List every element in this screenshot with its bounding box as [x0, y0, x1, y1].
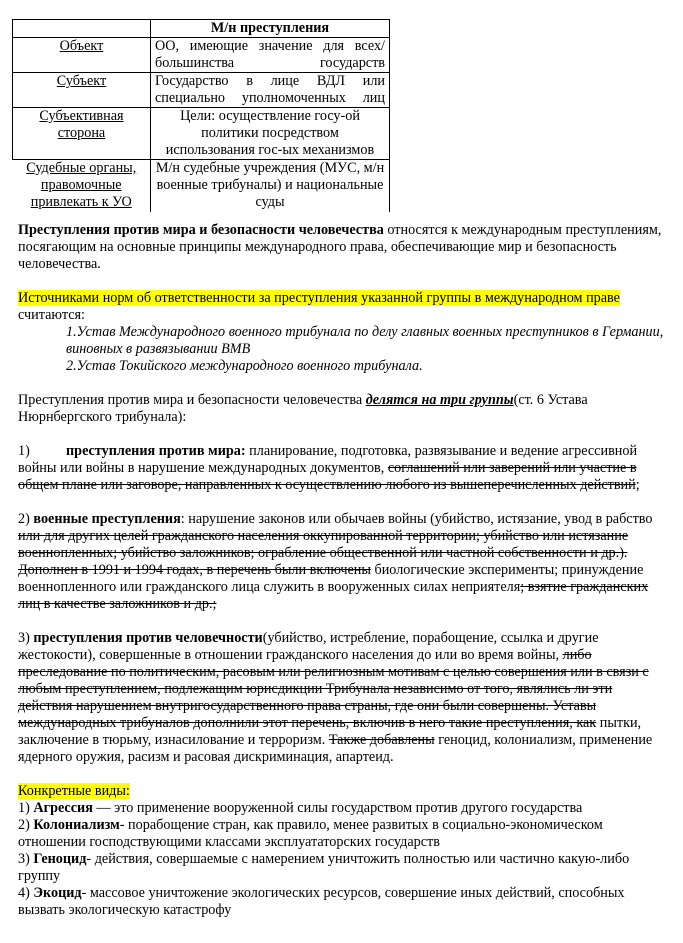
type-number: 1) [18, 800, 34, 816]
intro-bold: Преступления против мира и безопасности человечества [18, 222, 384, 238]
type-item [18, 885, 664, 919]
type-item [18, 817, 664, 851]
table-key-subjective-side: Субъективная сторона [13, 108, 151, 160]
type-name: Экоцид [33, 885, 82, 901]
type-description: - действия, совершаемые с намерением уничтожить полностью или частично какую-либо группу [18, 851, 630, 884]
group-3-text: (убийство, истребление, порабощение, ссылка и другие жестокости), совершенные в отношении гражданского населения до или во время войны, [18, 630, 599, 663]
table-value-subjective-side: Цели: осуществление госу-ой политики посредством использования гос-ых механизмов [151, 108, 390, 160]
type-item [18, 800, 664, 817]
type-description: — это применение вооруженной силы государством против другого государства [92, 800, 583, 816]
group-2-title: военные преступления [33, 511, 181, 527]
group-2-struck-text-2: ; взятие гражданских лиц в качестве заложников и др.; [18, 579, 649, 612]
group-2-struck-text: или для других целей гражданского населения оккупированной территории; убийство или истязание военнопленных; убийство заложников; ограбление общественной или частной собственности и др.). Дополнен в 1991 и 1994 годах, в перечень были включены [18, 528, 629, 578]
group-1-struck-text: соглашений или заверений или участие в общем плане или заговоре, направленных к осуществлению любого из вышеперечисленных действий [18, 460, 637, 493]
table-header-empty-cell [13, 20, 151, 38]
group-3-struck-text-2: Также добавлены [328, 732, 435, 748]
table-key-object: Объект [13, 38, 151, 73]
mn-crimes-table [12, 19, 390, 212]
table-key-courts: Судебные органы, правомочные привлекать к УО [13, 160, 151, 213]
table-row [13, 38, 390, 73]
type-name: Геноцид [33, 851, 87, 867]
intro-text: относятся к международным преступлениям, посягающим на основные принципы международного права, обеспечивающие мир и безопасность человечества. [18, 222, 662, 272]
types-heading [18, 783, 664, 800]
type-number: 4) [18, 885, 34, 901]
table-key-subject: Субъект [13, 73, 151, 108]
group-3-text-2: пытки, заключение в тюрьму, изнасилование и терроризм. [18, 715, 642, 748]
table-header-row [13, 20, 390, 38]
group-1-paragraph [18, 443, 664, 494]
group-1-title: преступления против мира: [66, 443, 246, 459]
table-row [13, 108, 390, 160]
group-2-text: : нарушение законов или обычаев войны (убийство, истязание, увод в рабство [180, 511, 653, 527]
type-name: Агрессия [33, 800, 93, 816]
table-value-subject: Государство в лице ВДЛ или специально уполномоченных лиц [151, 73, 390, 108]
group-3-number: 3) [18, 630, 34, 646]
types-heading-text: Конкретные виды: [18, 783, 130, 799]
table-row [13, 73, 390, 108]
group-2-text-2: биологические эксперименты; принуждение военнопленного или гражданского лица служить в вооруженных силах неприятеля [18, 562, 644, 595]
groups-intro-emphasis: делятся на три группы [365, 392, 514, 408]
type-name: Колониализм [33, 817, 120, 833]
groups-intro-before: Преступления против мира и безопасности человечества [18, 392, 366, 408]
group-3-title: преступления против человечности [33, 630, 263, 646]
table-value-object: ОО, имеющие значение для всех/большинства государств [151, 38, 390, 73]
source-item: 1.Устав Международного военного трибунала по делу главных военных преступников в Германии, виновных в развязывании ВМВ [66, 324, 664, 357]
type-description: - порабощение стран, как правило, менее развитых в социально-экономическом отношении господствующими классами эксплуататорских государств [18, 817, 603, 850]
type-description: - массовое уничтожение экологических ресурсов, совершение иных действий, способных вызвать экологическую катастрофу [18, 885, 625, 918]
group-1-end: ; [635, 477, 640, 493]
document-body [18, 222, 664, 919]
groups-intro-paragraph [18, 392, 664, 426]
group-3-paragraph [18, 630, 664, 766]
sources-paragraph [18, 290, 664, 324]
group-3-struck-text: либо преследование по политическим, расовым или религиозным мотивам с целью совершения или в связи с любым преступлением, подлежащим юрисдикции Трибунала независимо от того, являлись ли эти действия нарушением внутригосударственного права страны, где они были совершены. Уставы международных трибуналов дополнили этот перечень, включив в него такие преступления, как [18, 647, 649, 731]
intro-paragraph [18, 222, 664, 273]
group-3-text-3: геноцид, колониализм, применение ядерного оружия, расизм и расовая дискриминация, апартеид. [18, 732, 653, 765]
type-number: 3) [18, 851, 34, 867]
group-1-text: планирование, подготовка, развязывание и ведение агрессивной войны или войны в нарушение международных документов, [18, 443, 638, 476]
type-item [18, 851, 664, 885]
group-1-number: 1) [18, 443, 30, 459]
sources-highlight: Источниками норм об ответственности за преступления указанной группы в международном праве [18, 290, 620, 306]
group-2-number: 2) [18, 511, 34, 527]
table-title: М/н преступления [151, 20, 390, 38]
group-2-paragraph [18, 511, 664, 613]
table-value-courts: М/н судебные учреждения (МУС, м/н военные трибуналы) и национальные суды [151, 160, 390, 213]
source-item: 2.Устав Токийского международного военного трибунала. [66, 358, 423, 374]
groups-intro-after: (ст. 6 Устава Нюрнбергского трибунала): [18, 392, 588, 425]
table-row [13, 160, 390, 213]
sources-tail: считаются: [18, 307, 85, 323]
type-number: 2) [18, 817, 34, 833]
